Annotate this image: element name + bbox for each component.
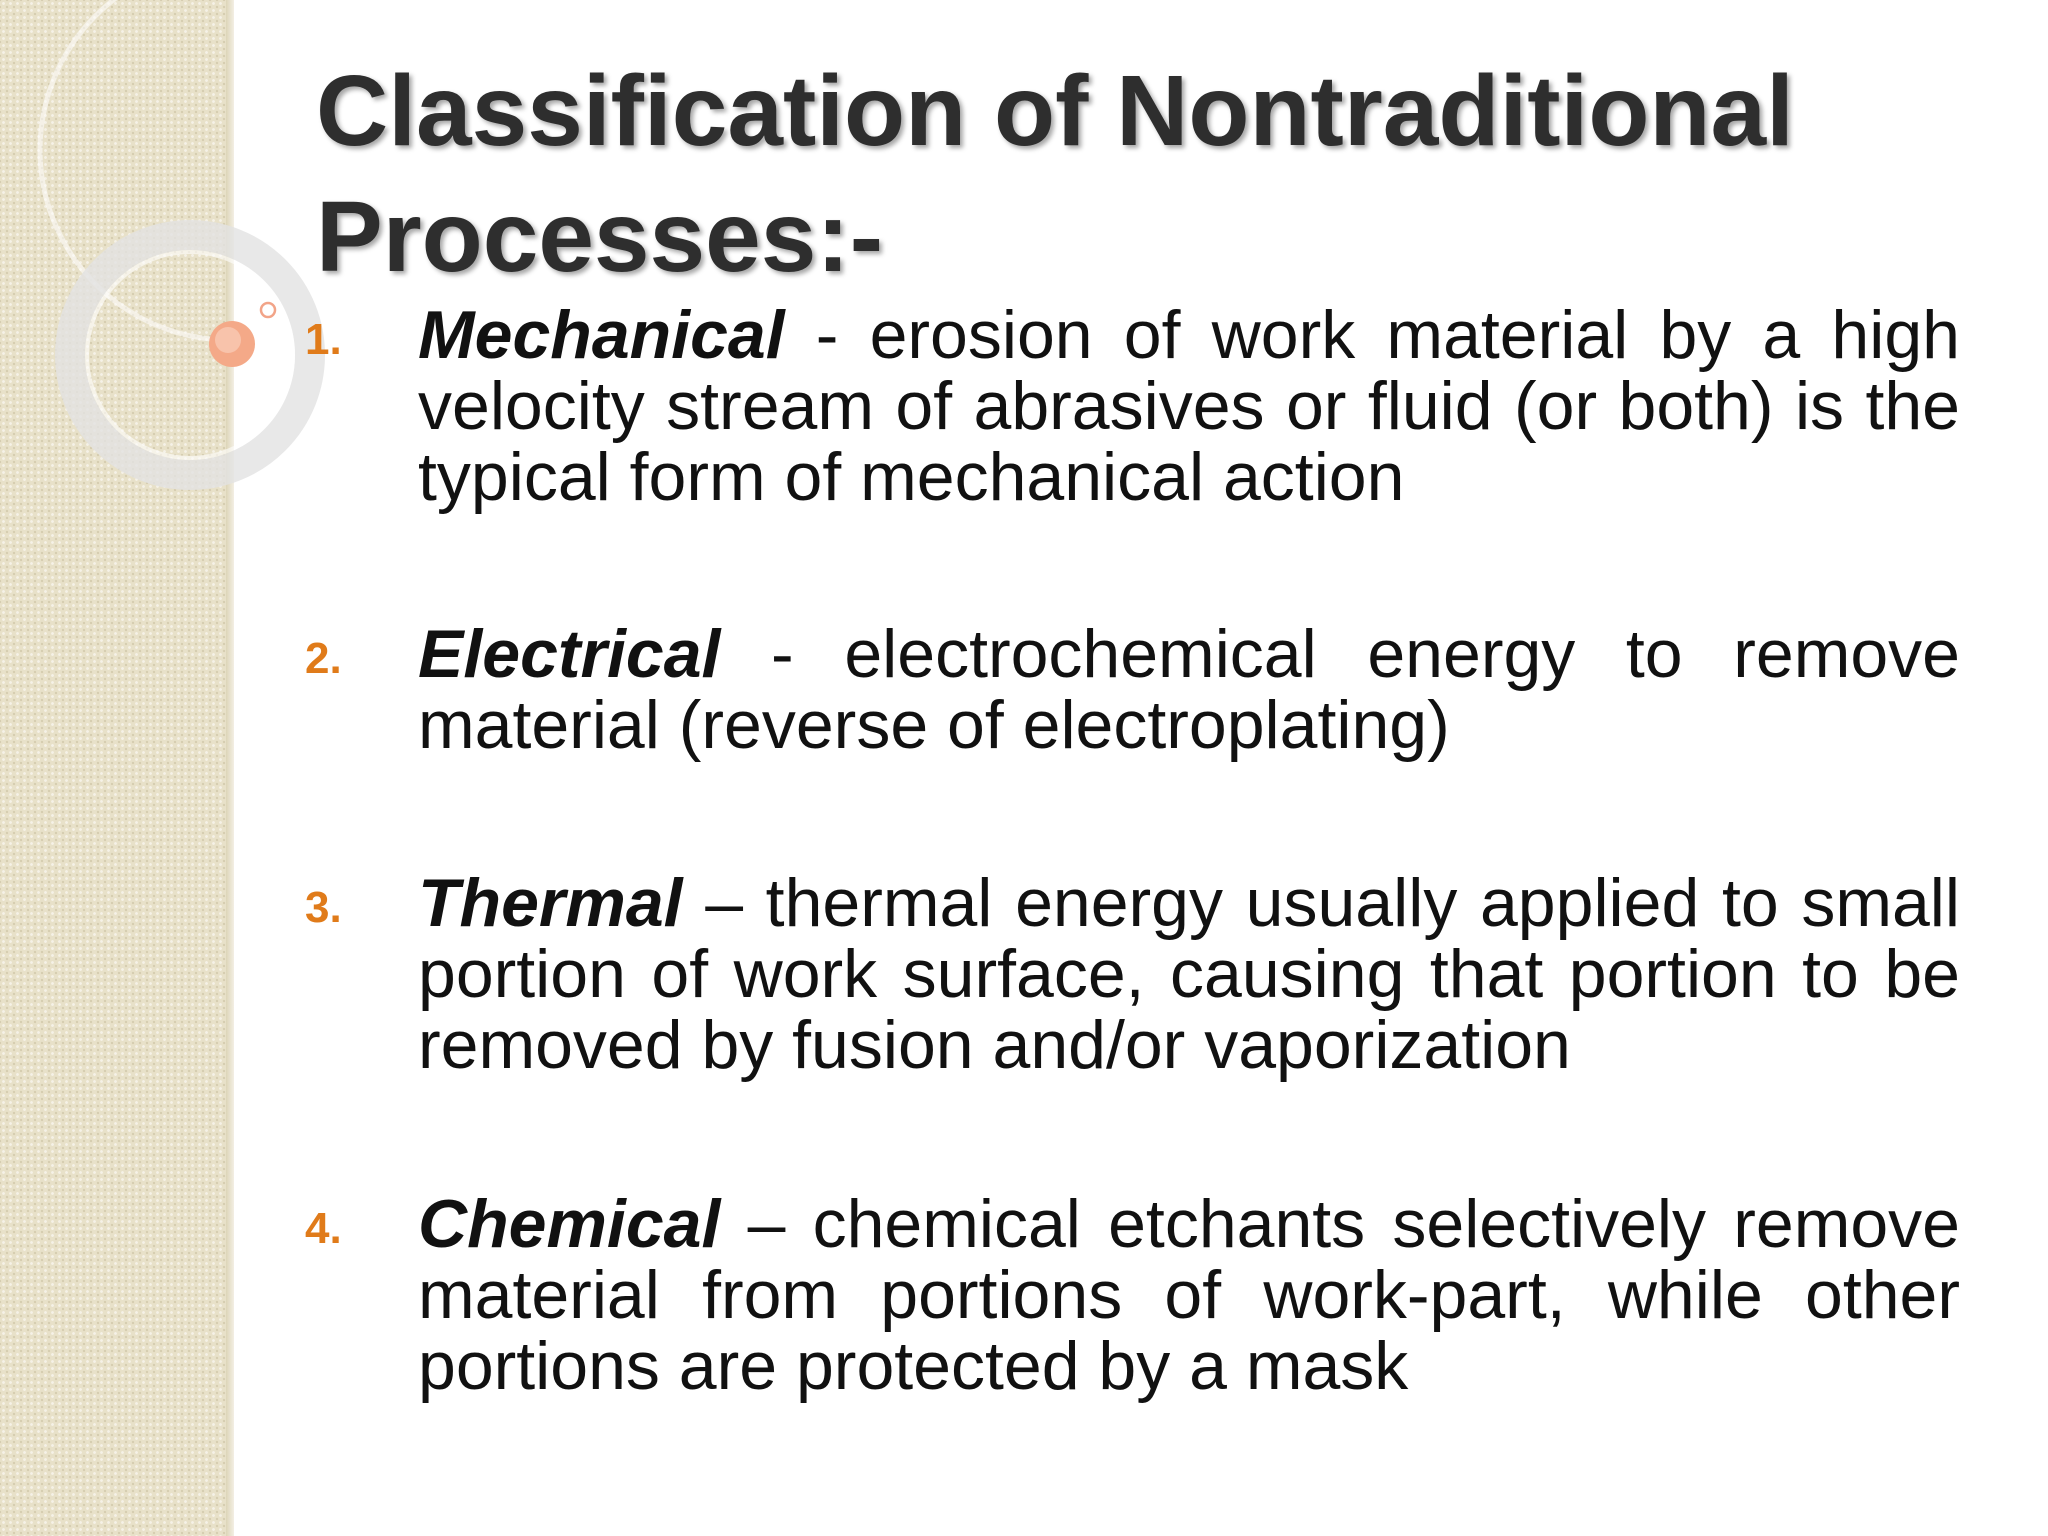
list-item: [300, 616, 1960, 763]
item-number: 1.: [305, 315, 342, 364]
list-item: [300, 1186, 1960, 1404]
item-description: - erosion of work material by a high velocity stream of abrasives or fluid (or both) is the typical form of mechanical action: [418, 297, 1960, 515]
deco-ring-medium-inner: [87, 252, 293, 458]
item-number: 3.: [305, 883, 342, 932]
process-list: [300, 297, 1960, 1404]
item-text: [418, 616, 1960, 763]
deco-small-ring: [261, 303, 275, 317]
deco-ring-medium: [70, 235, 310, 475]
list-item: [300, 297, 1960, 515]
item-term: Electrical: [418, 616, 721, 692]
item-term: Thermal: [418, 865, 683, 941]
item-text: [418, 865, 1960, 1083]
item-description: – thermal energy usually applied to small portion of work surface, causing that portion to be removed by fusion and/or vaporization: [418, 865, 1960, 1083]
list-item: [300, 865, 1960, 1083]
item-term: Mechanical: [418, 297, 785, 373]
deco-orange-dot-highlight: [215, 327, 241, 353]
item-description: - electrochemical energy to remove material (reverse of electroplating): [418, 616, 1960, 763]
item-number: 2.: [305, 634, 342, 683]
item-description: – chemical etchants selectively remove material from portions of work-part, while other portions are protected by a mask: [418, 1186, 1960, 1404]
slide-title: Classification of Nontraditional Processes:-: [316, 55, 1794, 293]
item-text: [418, 1186, 1960, 1404]
item-text: [418, 297, 1960, 515]
item-number: 4.: [305, 1204, 342, 1253]
decorative-circles: [0, 0, 300, 520]
item-term: Chemical: [418, 1186, 721, 1262]
